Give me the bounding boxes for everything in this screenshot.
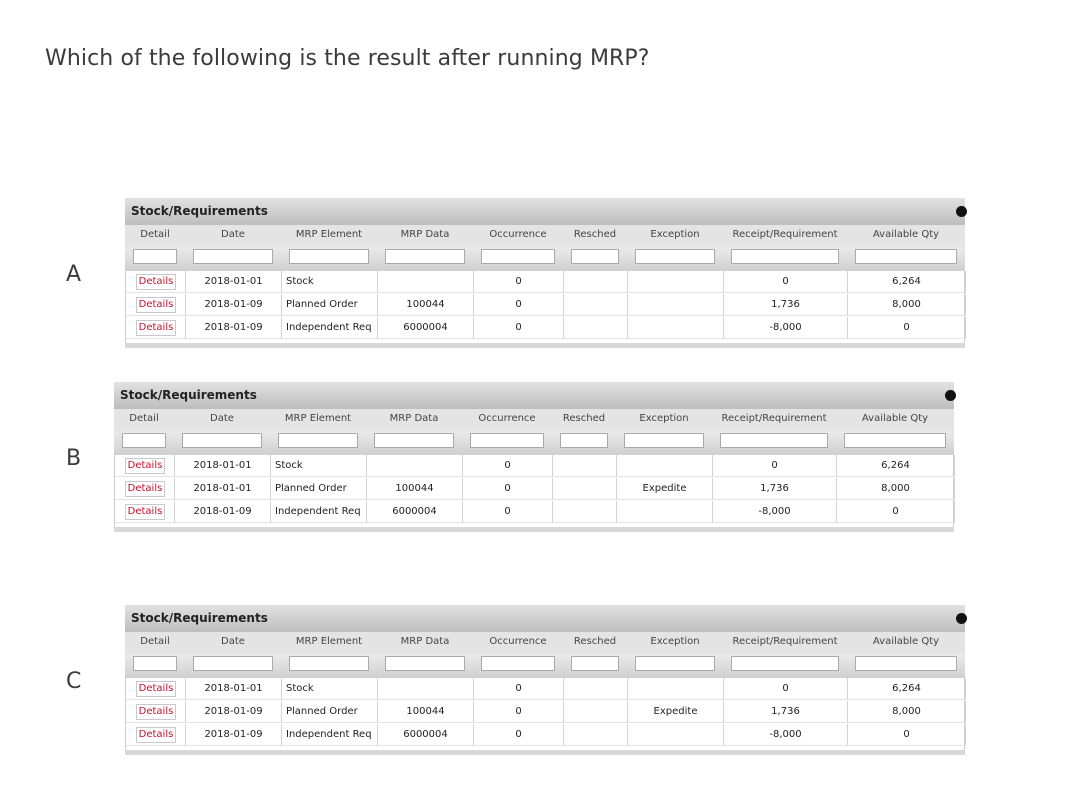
column-header[interactable]: Resched <box>562 413 606 424</box>
cell-resched <box>564 271 628 293</box>
column-header[interactable]: MRP Data <box>389 413 439 424</box>
column-header-row <box>125 632 965 654</box>
cell-resched <box>553 501 617 523</box>
column-header[interactable]: MRP Element <box>295 636 363 647</box>
cell-element: Planned Order <box>271 478 367 500</box>
column-header[interactable]: MRP Element <box>295 229 363 240</box>
details-link[interactable]: Details <box>125 481 165 497</box>
results-table <box>125 271 965 343</box>
cell-occurrence: 0 <box>474 678 564 700</box>
detail-cell <box>115 455 175 477</box>
cell-date: 2018-01-09 <box>186 294 282 316</box>
cell-data <box>367 455 463 477</box>
cell-data: 6000004 <box>378 724 474 746</box>
filter-input[interactable] <box>635 656 715 671</box>
cell-exception: Expedite <box>628 701 724 723</box>
filter-input[interactable] <box>470 433 544 448</box>
option-letter-a[interactable]: A <box>66 262 82 287</box>
cell-date: 2018-01-09 <box>186 724 282 746</box>
column-header[interactable]: Available Qty <box>861 413 929 424</box>
details-link[interactable]: Details <box>136 320 176 336</box>
filter-input[interactable] <box>193 249 273 264</box>
filter-input[interactable] <box>481 249 555 264</box>
filter-input[interactable] <box>855 656 957 671</box>
option-letter-c[interactable]: C <box>66 669 82 694</box>
column-header[interactable]: Exception <box>639 413 689 424</box>
cell-available: 8,000 <box>848 294 966 316</box>
cell-date: 2018-01-01 <box>175 455 271 477</box>
detail-cell <box>126 317 186 339</box>
filter-input[interactable] <box>635 249 715 264</box>
panel-title: Stock/Requirements <box>131 204 268 218</box>
cell-receipt: 1,736 <box>713 478 837 500</box>
filter-input[interactable] <box>122 433 166 448</box>
table-row <box>126 317 966 339</box>
column-header[interactable]: Receipt/Requirement <box>732 636 838 647</box>
details-link[interactable]: Details <box>136 274 176 290</box>
table-row <box>115 501 955 523</box>
column-header[interactable]: MRP Element <box>284 413 352 424</box>
cell-element: Stock <box>282 678 378 700</box>
cell-element: Independent Req <box>282 317 378 339</box>
cell-resched <box>564 678 628 700</box>
filter-input[interactable] <box>385 656 465 671</box>
cell-exception <box>628 317 724 339</box>
cell-resched <box>564 317 628 339</box>
column-header[interactable]: MRP Data <box>400 229 450 240</box>
cell-date: 2018-01-01 <box>186 678 282 700</box>
column-header[interactable]: Resched <box>573 229 617 240</box>
filter-input[interactable] <box>182 433 262 448</box>
cell-date: 2018-01-01 <box>175 478 271 500</box>
column-header[interactable]: Date <box>221 636 245 647</box>
cell-data <box>378 271 474 293</box>
cell-available: 8,000 <box>837 478 955 500</box>
cell-available: 8,000 <box>848 701 966 723</box>
filter-input[interactable] <box>193 656 273 671</box>
cell-date: 2018-01-09 <box>175 501 271 523</box>
column-header[interactable]: Exception <box>650 229 700 240</box>
cell-date: 2018-01-09 <box>186 317 282 339</box>
cell-data: 6000004 <box>378 317 474 339</box>
filter-input[interactable] <box>481 656 555 671</box>
cell-available: 0 <box>848 724 966 746</box>
cell-exception: Expedite <box>617 478 713 500</box>
cell-receipt: 1,736 <box>724 701 848 723</box>
cell-exception <box>628 294 724 316</box>
column-header-row <box>114 409 954 431</box>
filter-input[interactable] <box>289 656 369 671</box>
column-header[interactable]: Available Qty <box>872 229 940 240</box>
column-header[interactable]: Detail <box>140 229 170 240</box>
cell-receipt: 1,736 <box>724 294 848 316</box>
panel-bottom-bar <box>125 343 965 348</box>
collapse-icon[interactable] <box>956 613 967 624</box>
filter-input[interactable] <box>731 656 839 671</box>
cell-exception <box>617 501 713 523</box>
cell-occurrence: 0 <box>474 724 564 746</box>
table-row <box>126 271 966 293</box>
cell-resched <box>553 478 617 500</box>
column-header[interactable]: Date <box>210 413 234 424</box>
cell-element: Stock <box>282 271 378 293</box>
cell-receipt: -8,000 <box>713 501 837 523</box>
cell-receipt: 0 <box>724 271 848 293</box>
cell-element: Independent Req <box>271 501 367 523</box>
filter-row <box>125 247 965 271</box>
table-row <box>126 678 966 700</box>
results-table <box>125 678 965 750</box>
cell-occurrence: 0 <box>463 501 553 523</box>
cell-element: Planned Order <box>282 294 378 316</box>
column-header-row <box>125 225 965 247</box>
column-header[interactable]: Detail <box>140 636 170 647</box>
cell-resched <box>564 701 628 723</box>
cell-available: 6,264 <box>837 455 955 477</box>
cell-element: Independent Req <box>282 724 378 746</box>
cell-data: 100044 <box>378 294 474 316</box>
cell-occurrence: 0 <box>474 294 564 316</box>
cell-occurrence: 0 <box>474 701 564 723</box>
cell-resched <box>564 724 628 746</box>
panel-bottom-bar <box>125 750 965 755</box>
detail-cell <box>115 501 175 523</box>
cell-available: 0 <box>837 501 955 523</box>
column-header[interactable]: MRP Data <box>400 636 450 647</box>
column-header[interactable]: Exception <box>650 636 700 647</box>
cell-exception <box>628 271 724 293</box>
stock-requirements-panel-a <box>125 198 965 350</box>
filter-input[interactable] <box>571 656 619 671</box>
question-text: Which of the following is the result after running MRP? <box>45 46 650 71</box>
filter-input[interactable] <box>855 249 957 264</box>
cell-occurrence: 0 <box>474 317 564 339</box>
cell-receipt: 0 <box>724 678 848 700</box>
cell-resched <box>553 455 617 477</box>
collapse-icon[interactable] <box>945 390 956 401</box>
column-header[interactable]: Occurrence <box>489 229 547 240</box>
panel-bottom-bar <box>114 527 954 532</box>
filter-input[interactable] <box>844 433 946 448</box>
column-header[interactable]: Available Qty <box>872 636 940 647</box>
detail-cell <box>126 724 186 746</box>
detail-cell <box>126 271 186 293</box>
panel-titlebar <box>125 198 965 225</box>
filter-input[interactable] <box>278 433 358 448</box>
cell-date: 2018-01-09 <box>186 701 282 723</box>
details-link[interactable]: Details <box>136 727 176 743</box>
cell-receipt: -8,000 <box>724 317 848 339</box>
panel-title: Stock/Requirements <box>131 611 268 625</box>
filter-input[interactable] <box>571 249 619 264</box>
cell-data: 100044 <box>378 701 474 723</box>
filter-input[interactable] <box>289 249 369 264</box>
panel-title: Stock/Requirements <box>120 388 257 402</box>
detail-cell <box>126 701 186 723</box>
details-link[interactable]: Details <box>125 458 165 474</box>
column-header[interactable]: Occurrence <box>478 413 536 424</box>
details-link[interactable]: Details <box>136 297 176 313</box>
cell-data: 100044 <box>367 478 463 500</box>
table-row <box>126 294 966 316</box>
detail-cell <box>126 294 186 316</box>
filter-input[interactable] <box>731 249 839 264</box>
cell-available: 0 <box>848 317 966 339</box>
column-header[interactable]: Receipt/Requirement <box>732 229 838 240</box>
collapse-icon[interactable] <box>956 206 967 217</box>
filter-input[interactable] <box>560 433 608 448</box>
filter-input[interactable] <box>133 656 177 671</box>
cell-receipt: 0 <box>713 455 837 477</box>
filter-row <box>114 431 954 455</box>
stock-requirements-panel-c <box>125 605 965 757</box>
column-header[interactable]: Resched <box>573 636 617 647</box>
cell-element: Stock <box>271 455 367 477</box>
table-row <box>126 701 966 723</box>
filter-row <box>125 654 965 678</box>
table-row <box>115 478 955 500</box>
cell-date: 2018-01-01 <box>186 271 282 293</box>
cell-available: 6,264 <box>848 271 966 293</box>
table-row <box>126 724 966 746</box>
details-link[interactable]: Details <box>136 704 176 720</box>
option-letter-b[interactable]: B <box>66 446 82 471</box>
cell-resched <box>564 294 628 316</box>
filter-input[interactable] <box>374 433 454 448</box>
table-row <box>115 455 955 477</box>
column-header[interactable]: Date <box>221 229 245 240</box>
cell-element: Planned Order <box>282 701 378 723</box>
cell-data: 6000004 <box>367 501 463 523</box>
cell-occurrence: 0 <box>463 455 553 477</box>
details-link[interactable]: Details <box>125 504 165 520</box>
cell-exception <box>628 678 724 700</box>
details-link[interactable]: Details <box>136 681 176 697</box>
cell-occurrence: 0 <box>474 271 564 293</box>
cell-available: 6,264 <box>848 678 966 700</box>
filter-input[interactable] <box>385 249 465 264</box>
panel-titlebar <box>125 605 965 632</box>
results-table <box>114 455 954 527</box>
filter-input[interactable] <box>133 249 177 264</box>
cell-exception <box>617 455 713 477</box>
filter-input[interactable] <box>720 433 828 448</box>
panel-titlebar <box>114 382 954 409</box>
filter-input[interactable] <box>624 433 704 448</box>
cell-data <box>378 678 474 700</box>
column-header[interactable]: Detail <box>129 413 159 424</box>
detail-cell <box>126 678 186 700</box>
cell-exception <box>628 724 724 746</box>
column-header[interactable]: Receipt/Requirement <box>721 413 827 424</box>
cell-occurrence: 0 <box>463 478 553 500</box>
stock-requirements-panel-b <box>114 382 954 534</box>
column-header[interactable]: Occurrence <box>489 636 547 647</box>
detail-cell <box>115 478 175 500</box>
cell-receipt: -8,000 <box>724 724 848 746</box>
